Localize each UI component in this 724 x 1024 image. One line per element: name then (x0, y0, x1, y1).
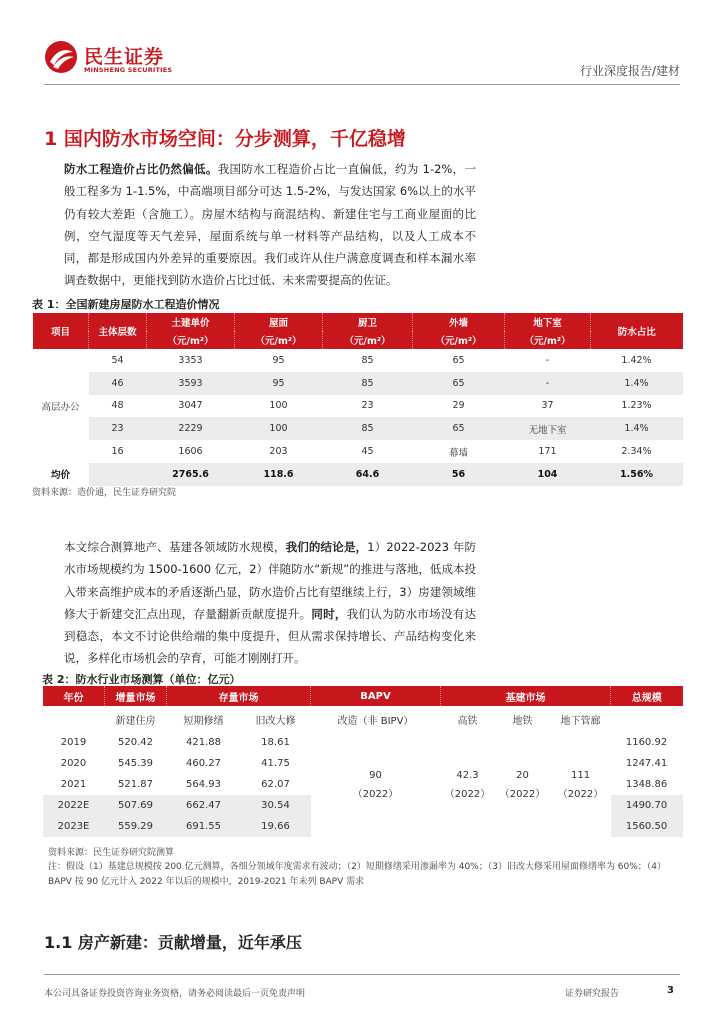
table-cell: 37 (541, 400, 554, 412)
t2-subheader: 改造（非 BIPV） (337, 715, 414, 727)
t2-bapv-cell (311, 732, 441, 837)
t1-unit: （元/m²） (505, 331, 591, 349)
table-cell: 2022E (43, 795, 105, 816)
table-cell: 1490.70 (611, 795, 683, 816)
t2-header-incremental: 增量市场 (105, 686, 167, 706)
table-cell (89, 463, 147, 486)
table-cell: 1560.50 (611, 816, 683, 837)
footer-report-type: 证券研究报告 (565, 989, 620, 999)
company-logo (44, 40, 184, 82)
t2-metro-cell (495, 732, 551, 837)
table-cell: 85 (323, 417, 413, 440)
logo-text-cn: 民生证券 (84, 46, 165, 68)
table-cell: 1160.92 (625, 737, 668, 748)
paragraph-1 (64, 158, 476, 292)
table-cell: - (545, 354, 550, 366)
table-cell: 203 (269, 446, 288, 458)
t2-subheader: 短期修缮 (183, 715, 224, 727)
table-row-average (33, 463, 683, 486)
section-title: 1 国内防水市场空间：分步测算，千亿稳增 (44, 128, 406, 150)
t2-subheader: 高铁 (457, 715, 478, 727)
t1-header-civil: 土建单价 (147, 313, 235, 331)
hsr-year: （2022） (444, 788, 491, 800)
table-cell: 无地下室 (505, 417, 591, 440)
corridor-year: （2022） (557, 788, 604, 800)
logo-mark-icon (44, 40, 78, 74)
table-cell: 691.55 (167, 816, 241, 837)
table-cell: 1348.86 (625, 779, 668, 790)
table-cell: 662.47 (167, 795, 241, 816)
table1-source: 资料来源：造价通，民生证券研究院 (32, 488, 177, 498)
table-cell: 2019 (60, 737, 87, 748)
table-cell: 1.42% (621, 354, 652, 366)
t1-header-wall: 外墙 (413, 313, 505, 331)
t2-subheader: 新建住房 (115, 715, 156, 727)
bapv-value: 90 (369, 769, 382, 781)
bapv-year: （2022） (352, 788, 399, 800)
table-cell: 45 (361, 446, 374, 458)
t2-header-stock: 存量市场 (167, 686, 311, 706)
t2-header-infra: 基建市场 (441, 686, 611, 706)
table-cell: 65 (413, 372, 505, 395)
t1-header-ratio: 防水占比 (591, 313, 683, 349)
table-cell: 118.6 (235, 463, 323, 486)
table-cell: 85 (361, 354, 374, 366)
table-cell: 29 (452, 400, 465, 412)
footer-disclaimer: 本公司具备证券投资咨询业务资格，请务必阅读最后一页免责声明 (44, 989, 306, 999)
table-cell: 56 (413, 463, 505, 486)
table-row (33, 372, 683, 395)
table-cell: 95 (235, 372, 323, 395)
paragraph-2-part: 我们认为防水市场没有达到稳态，本文不讨论供给端的集中度提升，但从需求保持增长、产品结构变化来说，多样化市场机会的孕育，可能才刚刚打开。 (64, 606, 477, 666)
paragraph-1-lead: 防水工程造价占比仍然偏低。 (64, 162, 218, 176)
t1-group-label: 高层办公 (41, 401, 80, 413)
footer-divider (44, 974, 680, 975)
table1-caption: 表 1：全国新建房屋防水工程造价情况 (32, 298, 220, 311)
table-cell: 2023E (43, 816, 105, 837)
table-cell: 507.69 (105, 795, 167, 816)
t1-header-kitchen: 厨卫 (323, 313, 413, 331)
table-cell: 1.4% (591, 417, 683, 440)
t2-header-total: 总规模 (611, 686, 683, 706)
t1-header-floors: 主体层数 (89, 313, 147, 349)
table-cell: 421.88 (186, 737, 221, 748)
paragraph-2-emph: 同时， (311, 606, 347, 621)
paragraph-1-body: 我国防水工程造价占比一直偏低，约为 1-2%，一般工程多为 1-1.5%，中高端项目部分可达 1.5-2%，与发达国家 6%以上的水平仍有较大差距（含施工）。房屋木结构与商混结构、新建住宅与工商业屋面的比例，空气湿度等天气差异，屋面系统与单一材料等产品结构，以及人工成本不同，都是形成国内外差异的重要原因。我们或许从住户满意度调查和样本漏水率调查数据中，更能找到防水造价占比过低、未来需要提高的佐证。 (64, 162, 476, 288)
table-cell: 564.93 (186, 779, 221, 790)
t1-header-basement: 地下室 (505, 313, 591, 331)
hsr-value: 42.3 (456, 769, 479, 781)
table-cell: 41.75 (261, 758, 290, 769)
table2-source: 资料来源：民生证券研究院测算 (48, 848, 175, 858)
table-cell: 30.54 (241, 795, 311, 816)
table-cell: 48 (111, 400, 124, 412)
t2-subheader: 地铁 (512, 715, 533, 727)
t2-subheader: 旧改大修 (255, 715, 296, 727)
table-cell: 1.56% (591, 463, 683, 486)
table-cell: 1606 (178, 446, 203, 458)
table-cell: 65 (452, 354, 465, 366)
table-cell: 545.39 (118, 758, 153, 769)
report-category: 行业深度报告/建材 (579, 64, 680, 78)
table-cell: 19.66 (241, 816, 311, 837)
table-cell: 64.6 (323, 463, 413, 486)
t1-unit: （元/m²） (147, 331, 235, 349)
table-cell: 85 (323, 372, 413, 395)
table-cell: 559.29 (105, 816, 167, 837)
table-cell: 95 (272, 354, 285, 366)
table-cell: 1247.41 (625, 758, 668, 769)
subsection-title: 1.1 房产新建：贡献增量，近年承压 (44, 933, 302, 952)
metro-year: （2022） (499, 788, 546, 800)
table-cell: 521.87 (118, 779, 153, 790)
table-cell: 幕墙 (448, 447, 468, 459)
table-cell: 62.07 (261, 779, 290, 790)
table-cell: 23 (361, 400, 374, 412)
header-divider (44, 84, 680, 85)
t2-subheader-row (43, 706, 683, 732)
table-cell: 54 (111, 354, 124, 366)
t1-header-roof: 屋面 (235, 313, 323, 331)
paragraph-2-emph: 我们的结论是， (285, 540, 368, 554)
logo-text-en: MINSHENG SECURITIES (84, 66, 173, 74)
table-row (33, 417, 683, 440)
table-cell: 3593 (147, 372, 235, 395)
paragraph-2-part: 本文综合测算地产、基建各领域防水规模， (64, 540, 286, 554)
table-cell: 16 (111, 446, 124, 458)
table-cell: 18.61 (261, 737, 290, 748)
page-number: 3 (667, 985, 674, 996)
t2-header-year: 年份 (43, 686, 105, 706)
t1-unit: （元/m²） (413, 331, 505, 349)
table-cell: 2765.6 (147, 463, 235, 486)
table2-caption: 表 2：防水行业市场测算（单位：亿元） (42, 673, 241, 686)
table-cell: 46 (89, 372, 147, 395)
cost-table (32, 313, 683, 486)
metro-value: 20 (516, 769, 529, 781)
table-cell: 3047 (178, 400, 203, 412)
t2-hsr-cell (441, 732, 495, 837)
table-cell: 23 (89, 417, 147, 440)
paragraph-2 (64, 536, 476, 670)
t2-header-bapv: BAPV (311, 686, 441, 706)
table-row (33, 349, 683, 372)
table-cell: - (505, 372, 591, 395)
table-cell: 171 (538, 446, 557, 458)
table-cell: 1.23% (621, 400, 652, 412)
table-cell: 2229 (147, 417, 235, 440)
t1-avg-label: 均价 (33, 463, 89, 486)
table-cell: 520.42 (118, 737, 153, 748)
table-cell: 100 (235, 417, 323, 440)
table-cell: 2.34% (621, 446, 652, 458)
t2-corridor-cell (551, 732, 611, 837)
table-cell: 2020 (60, 758, 87, 769)
table-cell: 3353 (178, 354, 203, 366)
market-table (42, 686, 683, 837)
t2-subheader: 地下管廊 (560, 715, 601, 727)
t1-unit: （元/m²） (323, 331, 413, 349)
table-cell: 460.27 (186, 758, 221, 769)
table-cell: 1.4% (591, 372, 683, 395)
t1-header-item: 项目 (33, 313, 89, 349)
table2-note: 注：假设（1）基建总规模按 200 亿元测算，各细分领域年度需求有波动；（2）短期修缮采用渗漏率为 40%；（3）旧改大修采用屋面修缮率为 60%；（4）BAPV 按 90 亿元计入 2022 年以后的规模中，2019-2021 年未列 BAPV 需求 (48, 862, 667, 887)
table-cell: 100 (269, 400, 288, 412)
corridor-value: 111 (570, 769, 591, 781)
table-row (43, 732, 683, 753)
table-row (33, 440, 683, 463)
paragraph-2-part: 1）2022-2023 年防水市场规模约为 1500-1600 亿元，2）伴随防水“新规”的推进与落地，低成本投入带来高维护成本的矛盾逐渐凸显，防水造价占比有望继续上行，3）房建领域维修大于新建交汇点出现，存量翻新贡献度提升。 (64, 540, 477, 621)
table-cell: 65 (413, 417, 505, 440)
table-cell: 104 (505, 463, 591, 486)
table-cell: 2021 (60, 779, 87, 790)
table-row (33, 395, 683, 418)
t1-unit: （元/m²） (235, 331, 323, 349)
